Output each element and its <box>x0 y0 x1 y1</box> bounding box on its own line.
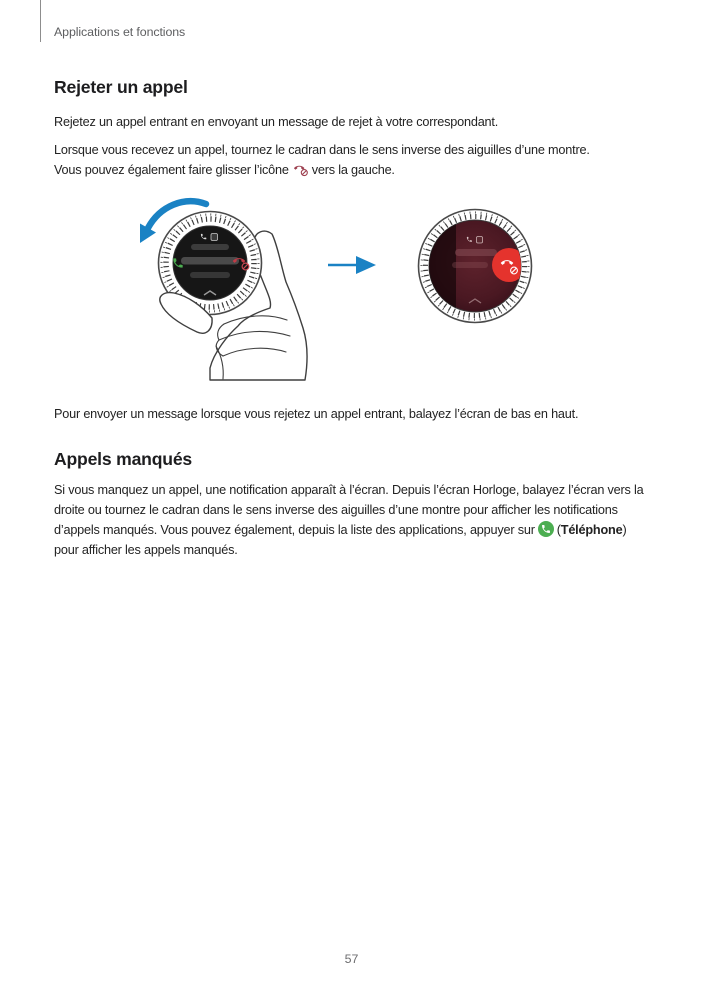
page-number: 57 <box>344 952 359 966</box>
paragraph: Rejetez un appel entrant en envoyant un message de rejet à votre correspondant. <box>54 115 499 129</box>
paragraph-text: Si vous manquez un appel, une notification apparaît à l’écran. Depuis l’écran Horloge, balayez l’écran vers la droite ou tournez le cadran dans le sens inverse des aiguilles d’une montre pour afficher les notifications d’appels manqués. Vous pouvez également, depuis la liste des applications, appuyer sur <box>54 483 644 537</box>
right-watch <box>419 210 532 323</box>
header-rule <box>40 0 41 42</box>
page-body <box>54 74 651 560</box>
paragraph <box>54 140 651 180</box>
section-title-missed-calls: Appels manqués <box>54 449 192 469</box>
phone-reject-icon <box>292 162 309 177</box>
illustration-reject-call <box>54 194 650 386</box>
section-title-reject-call: Rejeter un appel <box>54 77 188 97</box>
breadcrumb: Applications et fonctions <box>54 25 186 39</box>
paragraph-line: Lorsque vous recevez un appel, tournez le cadran dans le sens inverse des aiguilles d’une montre. <box>54 143 590 157</box>
paragraph: Pour envoyer un message lorsque vous rejetez un appel entrant, balayez l’écran de bas en haut. <box>54 407 579 421</box>
paragraph <box>54 480 651 560</box>
phone-app-icon <box>538 521 554 537</box>
app-name: Téléphone <box>560 523 623 537</box>
paragraph-line: vers la gauche. <box>311 163 395 177</box>
paren-open: ( <box>556 523 561 537</box>
arrow-right-icon <box>328 256 376 274</box>
paragraph-text: ) pour afficher les appels manqués. <box>54 523 627 557</box>
paragraph-line: Vous pouvez également faire glisser l’icône <box>54 163 289 177</box>
